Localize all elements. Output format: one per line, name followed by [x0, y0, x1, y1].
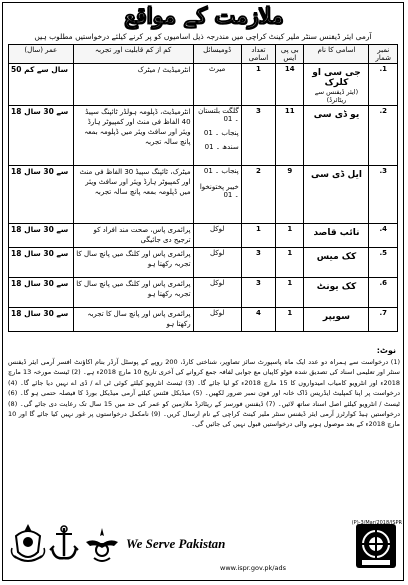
vacancies-cell: 2 [241, 166, 275, 224]
domicile-line: لوکل [209, 309, 225, 317]
qualification-cell: پرائمری پاس اور پانچ سال کا تجربہ رکھتا ہو [73, 308, 193, 332]
header-vacancies: تعداد اسامی [241, 45, 275, 64]
age-cell: 18 سے 30 سال [9, 166, 74, 224]
notes-text: (1) درخواست سے ہمراہ دو عدد ایک ماہ پاسپورٹ سائز تصاویر، شناختی کارڈ، 200 روپے کے پوسٹل آرڈر بنام اکاؤنٹ افسر آرمی ایئر ڈیفنس سنٹر اور تعلیمی اسناد کی تصدیق شدہ فوٹو کاپیاں مع جوابی لفافہ جمع کروانے کی آخری تاریخ 10 مارچ 2018ء ہے۔ (2) ٹیسٹ مورخہ 13 مارچ 2018ء اور انٹرویو کامیاب امیدواروں کا 15 مارچ 2018ء کو لیا جائے گا۔ (3) ٹیسٹ انٹرویو کیلئے کوئی ٹی اے / ڈی اے نہیں دیا جائے گا۔ (4) درخواست پر اپنا کمپلیٹ ایڈریس ڈاک خانہ اور فون نمبر ضرور لکھیں۔ (5) میڈیکل فٹنس کیلئے آرمی میڈیکل بورڈ کا فیصلہ حتمی ہو گا۔ (6) ٹیسٹ / انٹرویو کیلئے اصل اسناد ساتھ لائیں۔ (7) ڈیفنس فورسز کے ریٹائرڈ ملازمین کو عمر کی حد میں 15 سال تک رعایت دی جائے گی۔ (8) درخواستیں ہیڈ کوارٹرز آرمی ایئر ڈیفنس سنٹر ملیر کینٹ کراچی کے نام ارسال کریں۔ (9) نامکمل درخواستوں پر غور نہیں کیا جائے گا اور 10 مارچ 2018ء کے بعد موصول ہونے والی درخواستیں قبول نہیں کی جائیں گی۔ [8, 358, 401, 429]
table-row [9, 278, 398, 308]
post-cell: کک یونٹ [304, 278, 369, 308]
header-serial: نمبر شمار [369, 45, 398, 64]
post-cell: یو ڈی سی [304, 106, 369, 166]
age-cell: 50 سال سے کم [9, 64, 74, 106]
domicile-line: لوکل [209, 249, 225, 257]
domicile-cell [193, 166, 241, 224]
serial-cell: 6. [369, 278, 398, 308]
bps-cell: 11 [276, 106, 304, 166]
table-row [9, 64, 398, 106]
formation-badge-icon [354, 522, 398, 570]
qualification-cell: میٹرک، ٹائپنگ سپیڈ 30 الفاظ فی منٹ اور کمپیوٹر ہارڈ ویئر اور سافٹ ویئر میں ڈپلومہ بمعہ پانچ سالہ تجربہ [73, 166, 193, 224]
header-qualification: کم از کم قابلیت اور تجربہ [73, 45, 193, 64]
vacancies-cell: 4 [241, 308, 275, 332]
table-row [9, 224, 398, 248]
bps-cell: 1 [276, 224, 304, 248]
post-cell [304, 64, 369, 106]
serial-cell: 4. [369, 224, 398, 248]
website-url: www.ispr.gov.pk/ads [220, 564, 286, 572]
age-cell: 18 سے 30 سال [9, 248, 74, 278]
age-cell: 18 سے 30 سال [9, 308, 74, 332]
header-bps: بی پی ایس [276, 45, 304, 64]
age-cell: 18 سے 30 سال [9, 106, 74, 166]
post-note: (ایئر ڈیفنس سے ریٹائرڈ) [314, 88, 359, 104]
domicile-cell [193, 278, 241, 308]
age-cell: 18 سے 30 سال [9, 224, 74, 248]
table-row [9, 106, 398, 166]
serial-cell: 7. [369, 308, 398, 332]
bps-cell: 9 [276, 166, 304, 224]
table-row [9, 166, 398, 224]
vacancies-cell: 1 [241, 224, 275, 248]
post-cell: ایل ڈی سی [304, 166, 369, 224]
serial-cell: 1. [369, 64, 398, 106]
table-header-row [9, 45, 398, 64]
bps-cell: 14 [276, 64, 304, 106]
ad-code: (P)-3/Mar/2018/ISPR [351, 520, 402, 526]
post-cell: سویپر [304, 308, 369, 332]
navy-crest-icon [46, 524, 82, 564]
bps-cell: 1 [276, 278, 304, 308]
table-row [9, 308, 398, 332]
bps-cell: 1 [276, 248, 304, 278]
header-post: اسامی کا نام [304, 45, 369, 64]
vacancies-cell: 3 [241, 248, 275, 278]
vacancies-cell: 3 [241, 278, 275, 308]
domicile-line: سندھ ۔ 01 [204, 143, 239, 151]
headline: ملازمت کے مواقع [124, 3, 284, 29]
domicile-cell [193, 248, 241, 278]
notes-title: نوٹ: [376, 346, 396, 355]
domicile-line: گلگت بلتستان ۔ 01 [198, 107, 239, 123]
serial-cell: 3. [369, 166, 398, 224]
domicile-line: خیبر پختونخوا ۔ 01 [199, 183, 239, 199]
qualification-cell: پرائمری پاس اور کلنگ میں پانچ سال کا تجربہ رکھتا ہو [73, 248, 193, 278]
header-age: عمر (سال) [9, 45, 74, 64]
intro-text: آرمی ایئر ڈیفنس سنٹر ملیر کینٹ کراچی میں مندرجہ ذیل اسامیوں کو پر کرنے کیلئے درخواستیں مطلوب ہیں [34, 32, 372, 41]
domicile-line: پنجاب ۔ 01 [203, 129, 239, 137]
post-name: جی سی او کلرک [312, 68, 361, 88]
domicile-cell [193, 64, 241, 106]
domicile-cell [193, 106, 241, 166]
vacancies-cell: 1 [241, 64, 275, 106]
post-cell: کک میس [304, 248, 369, 278]
domicile-line: لوکل [209, 225, 225, 233]
serial-cell: 5. [369, 248, 398, 278]
serial-cell: 2. [369, 106, 398, 166]
domicile-line: لوکل [209, 279, 225, 287]
domicile-cell [193, 308, 241, 332]
motto: We Serve Pakistan [126, 536, 226, 551]
qualification-cell: انٹرمیڈیٹ، ڈپلومہ ہولڈر ٹائپنگ سپیڈ 40 الفاظ فی منٹ اور کمپیوٹر ہارڈ ویئر اور سافٹ ویئر میں ڈپلومہ بمعہ پانچ سالہ تجربہ [73, 106, 193, 166]
footer [4, 518, 402, 576]
vacancies-cell: 3 [241, 106, 275, 166]
post-cell: نائب قاصد [304, 224, 369, 248]
age-cell: 18 سے 30 سال [9, 278, 74, 308]
qualification-cell: انٹرمیڈیٹ / میٹرک [73, 64, 193, 106]
headline-banner [8, 3, 400, 29]
vacancy-table [8, 44, 398, 332]
bps-cell: 1 [276, 308, 304, 332]
domicile-line: میرٹ [208, 65, 226, 73]
qualification-cell: پرائمری پاس اور کلنگ میں پانچ سال کا تجربہ رکھتا ہو [73, 278, 193, 308]
domicile-cell [193, 224, 241, 248]
airforce-crest-icon [84, 524, 120, 564]
qualification-cell: پرائمری پاس، صحت مند افراد کو ترجیح دی جائیگی [73, 224, 193, 248]
table-row [9, 248, 398, 278]
header-domicile: ڈومیسائل [193, 45, 241, 64]
domicile-line: پنجاب ۔ 01 [203, 167, 239, 175]
army-crest-icon [8, 522, 48, 566]
